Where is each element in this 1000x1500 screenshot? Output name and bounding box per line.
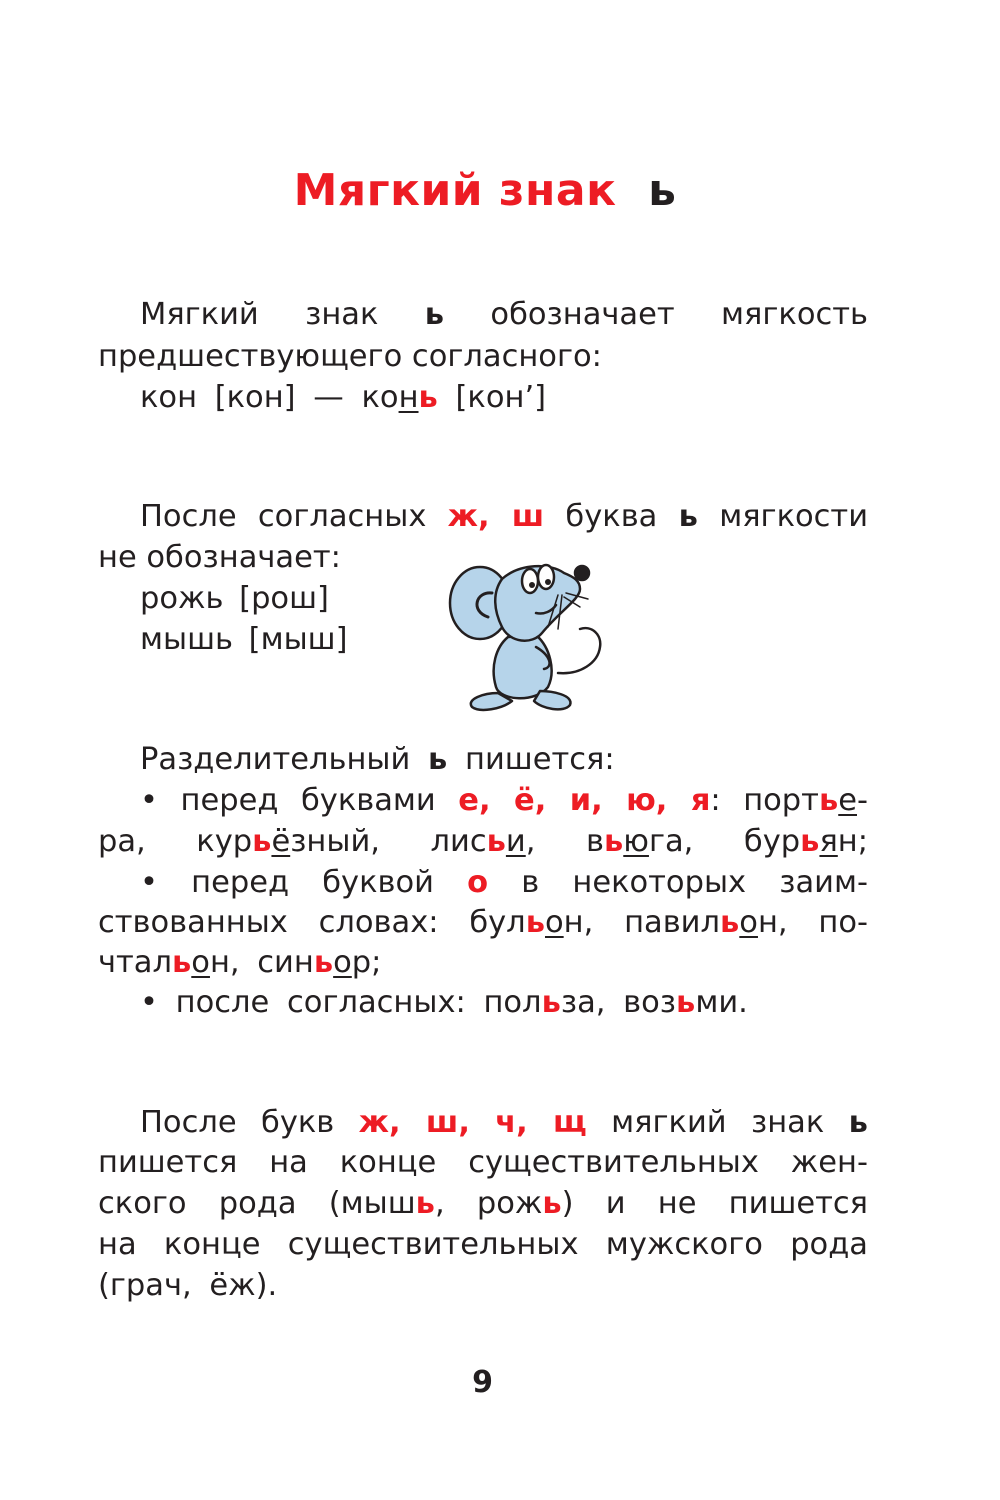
rule-3-line-4: • перед буквой о в некоторых заим- <box>140 865 868 900</box>
rule-3-line-1: Разделительный ь пишется: <box>140 742 615 777</box>
rule-2-example-1: рожь [рош] <box>140 581 329 616</box>
rule-4-line-3: ского рода (мышь, рожь) и не пишется <box>98 1186 868 1221</box>
rule-1-example: кон [кон] — конь [кон’] <box>140 380 547 415</box>
rule-3-line-5: ствованных словах: бульон, павильон, по- <box>98 905 868 940</box>
title-main: Мягкий знак <box>293 165 617 216</box>
rule-4-line-1: После букв ж, ш, ч, щ мягкий знак ь <box>140 1105 868 1140</box>
rule-4-line-4: на конце существительных мужского рода <box>98 1227 868 1262</box>
rule-2-line-2: не обозначает: <box>98 540 341 575</box>
title-letter: ь <box>648 165 677 216</box>
page-number: 9 <box>472 1365 493 1400</box>
rule-4-line-5: (грач, ёж). <box>98 1268 278 1303</box>
rule-4-line-2: пишется на конце существительных жен- <box>98 1145 868 1180</box>
rule-3-line-7: • после согласных: польза, возьми. <box>140 985 748 1020</box>
page-title <box>0 165 970 216</box>
rule-1-line-1: Мягкий знак ь обозначает мягкость <box>140 297 868 332</box>
rule-3-line-2: • перед буквами е, ё, и, ю, я: портье- <box>140 783 869 818</box>
rule-3-line-3: ра, курьёзный, лисьи, вьюга, бурьян; <box>98 824 869 859</box>
rule-3-line-6: чтальон, синьор; <box>98 945 382 980</box>
rule-2-line-1: После согласных ж, ш буква ь мягкости <box>140 499 869 534</box>
rule-1-line-2: предшествующего согласного: <box>98 339 602 374</box>
rule-2-example-2: мышь [мыш] <box>140 622 348 657</box>
mouse-illustration <box>440 555 610 720</box>
